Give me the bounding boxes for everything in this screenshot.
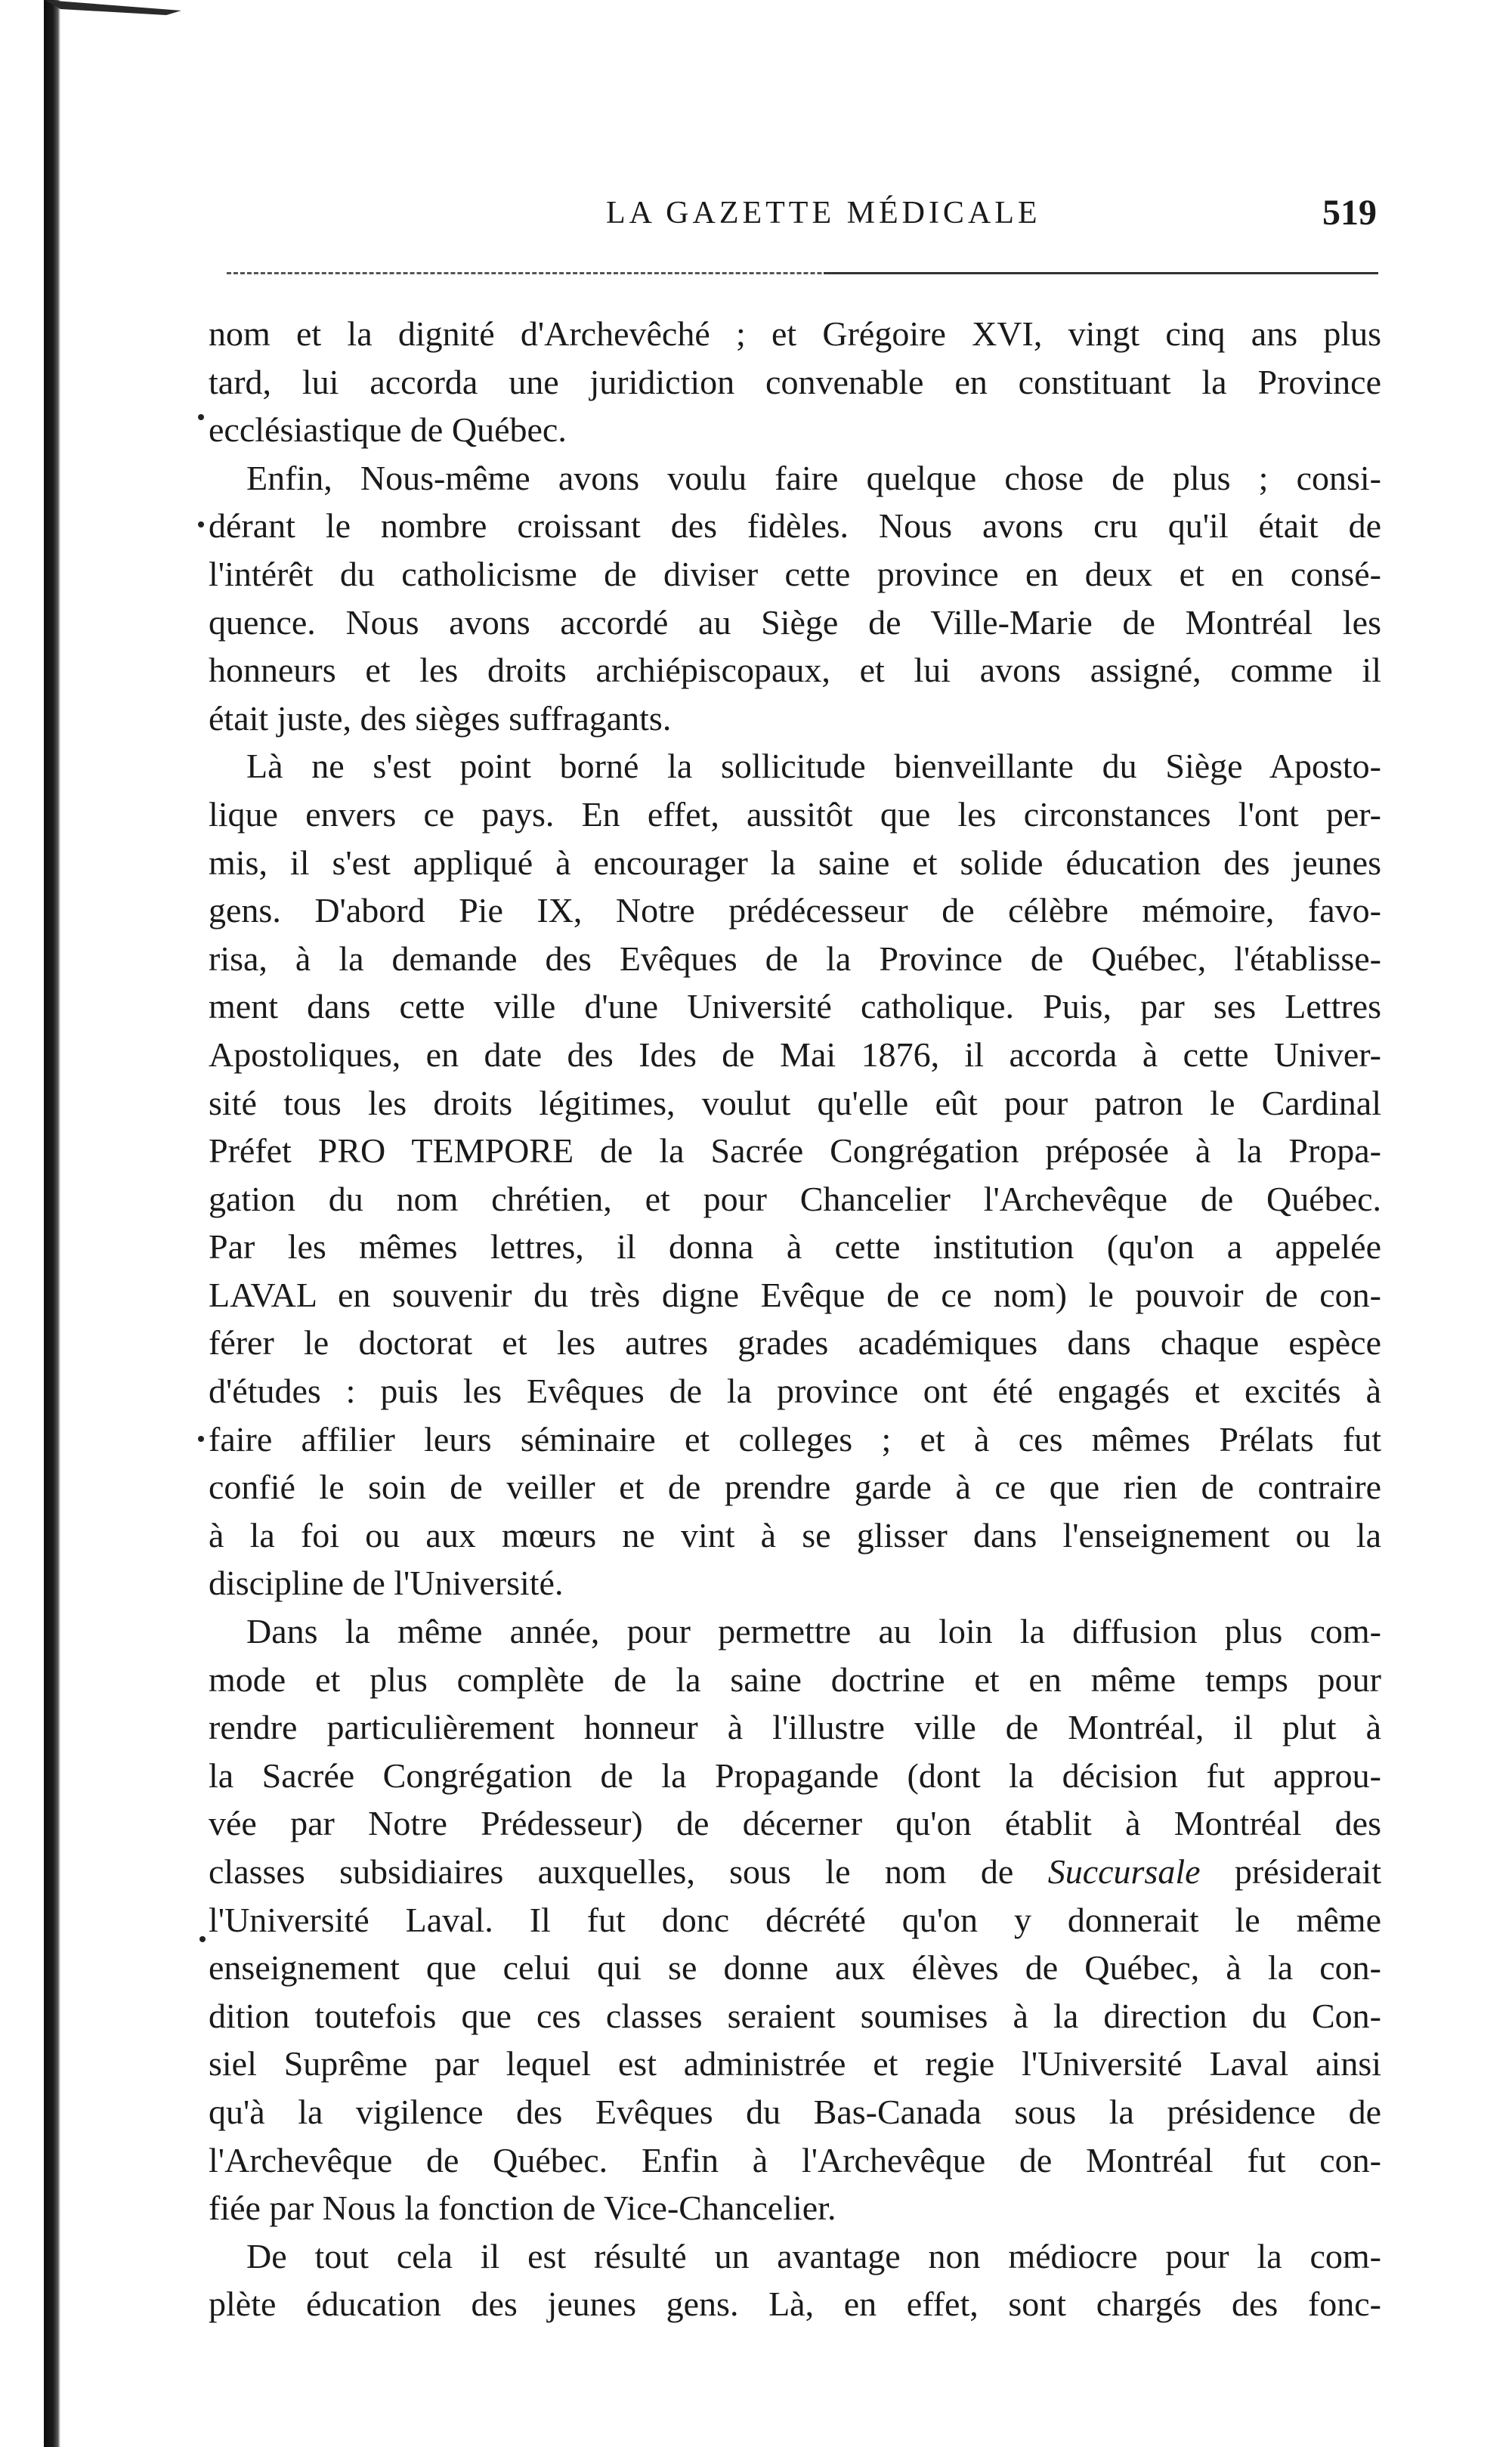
text-line: gation du nom chrétien, et pour Chancelier l'Archevêque de Québec.	[209, 1179, 1381, 1218]
margin-speck	[198, 414, 204, 420]
text-line: était juste, des sièges suffragants.	[209, 698, 672, 738]
text-line: Préfet PRO TEMPORE de la Sacrée Congrégation préposée à la Propa-	[209, 1131, 1381, 1171]
page-number: 519	[1322, 193, 1377, 233]
text-line: honneurs et les droits archiépiscopaux, et lui avons assigné, comme il	[209, 651, 1381, 690]
text-line: mode et plus complète de la saine doctrine et en même temps pour	[209, 1660, 1381, 1699]
margin-speck	[198, 521, 204, 527]
text-line: Là ne s'est point borné la sollicitude bienveillante du Siège Aposto-	[246, 747, 1381, 786]
text-line: sité tous les droits légitimes, voulut qu'elle eût pour patron le Cardinal	[209, 1083, 1381, 1122]
text-segment: classes subsidiaires auxquelles, sous le nom de	[209, 1852, 1048, 1891]
text-line: faire affilier leurs séminaire et colleges ; et à ces mêmes Prélats fut	[209, 1419, 1381, 1459]
margin-speck	[198, 1436, 204, 1442]
text-line: gens. D'abord Pie IX, Notre prédécesseur de célèbre mémoire, favo-	[209, 891, 1381, 930]
text-line: siel Suprême par lequel est administrée et regie l'Université Laval ainsi	[209, 2044, 1381, 2084]
text-line: férer le doctorat et les autres grades académiques dans chaque espèce	[209, 1323, 1381, 1363]
text-line: Par les mêmes lettres, il donna à cette institution (qu'on a appelée	[209, 1227, 1381, 1267]
header-rule-solid	[824, 272, 1378, 274]
text-line: l'Archevêque de Québec. Enfin à l'Archevêque de Montréal fut con-	[209, 2140, 1381, 2179]
text-line: Dans la même année, pour permettre au loin la diffusion plus com-	[246, 1612, 1381, 1651]
text-line: vée par Notre Prédesseur) de décerner qu'on établit à Montréal des	[209, 1804, 1381, 1843]
text-line: la Sacrée Congrégation de la Propagande (dont la décision fut approu-	[209, 1756, 1381, 1795]
text-line: fiée par Nous la fonction de Vice-Chancelier.	[209, 2189, 836, 2228]
text-line: ecclésiastique de Québec.	[209, 410, 567, 450]
text-line: discipline de l'Université.	[209, 1564, 564, 1603]
text-line: risa, à la demande des Evêques de la Province de Québec, l'établisse-	[209, 939, 1381, 978]
text-line	[209, 1848, 1381, 1896]
running-title: LA GAZETTE MÉDICALE	[606, 196, 1041, 230]
text-line: Enfin, Nous-même avons voulu faire quelque chose de plus ; consi-	[246, 458, 1381, 497]
page-binding-edge	[44, 0, 60, 2447]
text-line: Apostoliques, en date des Ides de Mai 1876, il accorda à cette Univer-	[209, 1035, 1381, 1074]
text-line: rendre particulièrement honneur à l'illustre ville de Montréal, il plut à	[209, 1708, 1381, 1747]
text-line: LAVAL en souvenir du très digne Evêque de ce nom) le pouvoir de con-	[209, 1275, 1381, 1314]
text-line: lique envers ce pays. En effet, aussitôt que les circonstances l'ont per-	[209, 794, 1381, 834]
text-line: ment dans cette ville d'une Université catholique. Puis, par ses Lettres	[209, 987, 1381, 1026]
text-line: à la foi ou aux mœurs ne vint à se glisser dans l'enseignement ou la	[209, 1515, 1381, 1555]
binding-corner-mark	[15, 0, 181, 30]
text-line: d'études : puis les Evêques de la province ont été engagés et excités à	[209, 1372, 1381, 1411]
text-line: qu'à la vigilence des Evêques du Bas-Canada sous la présidence de	[209, 2092, 1381, 2131]
text-line: plète éducation des jeunes gens. Là, en effet, sont chargés des fonc-	[209, 2285, 1381, 2324]
text-line: nom et la dignité d'Archevêché ; et Grégoire XVI, vingt cinq ans plus	[209, 314, 1381, 353]
text-line: dérant le nombre croissant des fidèles. Nous avons cru qu'il était de	[209, 506, 1381, 546]
body-text	[209, 310, 1381, 2328]
text-line: l'Université Laval. Il fut donc décrété qu'on y donnerait le même	[209, 1900, 1381, 1939]
text-line: l'intérêt du catholicisme de diviser cette province en deux et en consé-	[209, 554, 1381, 593]
margin-speck	[199, 1936, 206, 1942]
text-line: confié le soin de veiller et de prendre garde à ce que rien de contraire	[209, 1468, 1381, 1507]
text-line: dition toutefois que ces classes seraient soumises à la direction du Con-	[209, 1996, 1381, 2035]
text-line: tard, lui accorda une juridiction convenable en constituant la Province	[209, 362, 1381, 401]
text-line: De tout cela il est résulté un avantage non médiocre pour la com-	[246, 2236, 1381, 2275]
running-head	[198, 190, 1377, 236]
italic-word: Succursale	[1047, 1852, 1201, 1891]
text-line: quence. Nous avons accordé au Siège de Ville-Marie de Montréal les	[209, 602, 1381, 642]
text-line: mis, il s'est appliqué à encourager la saine et solide éducation des jeunes	[209, 843, 1381, 882]
text-line: enseignement que celui qui se donne aux élèves de Québec, à la con-	[209, 1948, 1381, 1988]
text-segment: présiderait	[1200, 1852, 1381, 1891]
